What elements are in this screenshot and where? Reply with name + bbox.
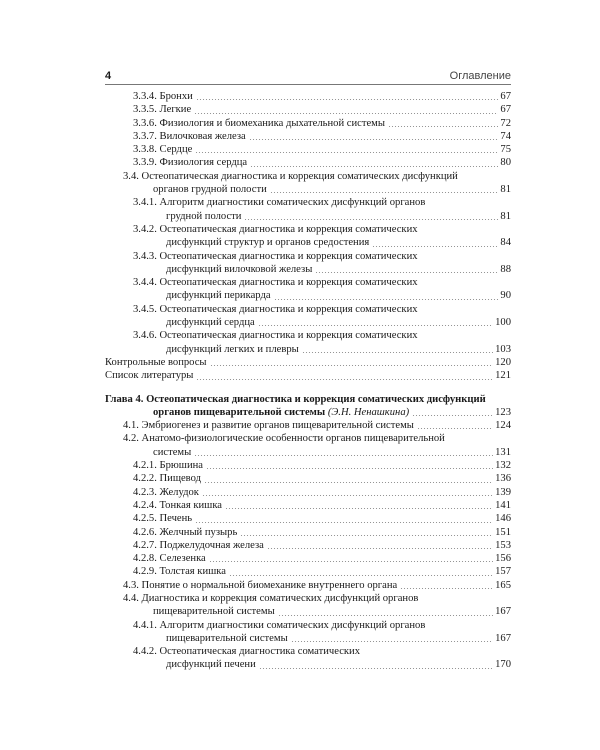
- toc-entry-page: 167: [495, 632, 511, 644]
- dot-leader: [225, 508, 493, 509]
- toc-section-chapter-3: [105, 90, 511, 383]
- dot-leader: [372, 246, 498, 247]
- toc-entry[interactable]: [133, 539, 511, 552]
- toc-entry-number: 4.4.: [123, 592, 139, 604]
- toc-entry-number: 3.4.5.: [133, 303, 157, 315]
- header-rule: [105, 84, 511, 85]
- toc-entry-page: 141: [495, 499, 511, 511]
- dot-leader: [209, 561, 493, 562]
- toc-entry[interactable]: [133, 459, 511, 472]
- dot-leader: [315, 272, 498, 273]
- page-header: [105, 70, 511, 88]
- dot-leader: [274, 299, 499, 300]
- toc-entry-number: 3.4.4.: [133, 277, 157, 289]
- toc-entry-page: 157: [495, 566, 511, 578]
- toc-entry-title-line: Остеопатическая диагностика и коррекция соматических: [159, 250, 418, 262]
- dot-leader: [196, 379, 493, 380]
- toc-entry-page: 67: [500, 104, 511, 116]
- toc-entry-number: 3.3.7.: [133, 130, 157, 142]
- toc-entry-title-line: Остеопатическая диагностика и коррекция соматических дисфункций: [141, 170, 458, 182]
- toc-entry[interactable]: [133, 103, 511, 116]
- toc-entry-page: 81: [500, 184, 511, 196]
- toc-entry-number: 4.4.2.: [133, 646, 157, 658]
- toc-entry-number: 4.2.6.: [133, 526, 157, 538]
- toc-entry-title-line: Алгоритм диагностики соматических дисфункций органов: [159, 197, 426, 209]
- toc-entry[interactable]: [123, 592, 511, 619]
- toc-entry-title: Пищевод: [159, 473, 201, 485]
- toc-entry-title: Поджелудочная железа: [159, 539, 264, 551]
- toc-entry-page: 88: [500, 263, 511, 275]
- dot-leader: [195, 152, 498, 153]
- dot-leader: [195, 522, 493, 523]
- toc-entry[interactable]: [123, 579, 511, 592]
- toc-entry-number: 4.3.: [123, 579, 139, 591]
- toc-entry[interactable]: [133, 303, 511, 330]
- dot-leader: [400, 588, 493, 589]
- chapter-title-line2: органов пищеварительной системы: [153, 406, 326, 418]
- toc-entry[interactable]: [133, 499, 511, 512]
- toc-entry-number: 3.4.2.: [133, 223, 157, 235]
- toc-entry[interactable]: [133, 156, 511, 169]
- dot-leader: [267, 548, 493, 549]
- toc-entry-title: грудной полости: [166, 210, 242, 222]
- toc-entry-title: Сердце: [159, 144, 193, 156]
- toc-entry-page: 67: [500, 91, 511, 102]
- toc-entry-title: Легкие: [159, 104, 192, 116]
- toc-entry-title: дисфункций легких и плевры: [166, 343, 299, 355]
- chapter-page: 123: [495, 406, 511, 418]
- toc-entry-title: органов грудной полости: [153, 184, 267, 196]
- dot-leader: [258, 325, 493, 326]
- toc-entry-title: Физиология сердца: [159, 157, 248, 169]
- toc-entry-title: Селезенка: [159, 553, 206, 565]
- table-of-contents: [105, 90, 511, 672]
- toc-entry-page: 165: [495, 579, 511, 591]
- chapter-author: (Э.Н. Ненашкина): [327, 406, 410, 418]
- toc-entry-page: 151: [495, 526, 511, 538]
- toc-entry-title: дисфункций вилочковой железы: [166, 263, 313, 275]
- toc-entry-title: дисфункций перикарда: [166, 290, 271, 302]
- toc-entry[interactable]: [133, 329, 511, 356]
- toc-entry-page: 124: [495, 420, 511, 432]
- toc-entry-number: 3.4.1.: [133, 197, 157, 209]
- toc-entry-page: 121: [495, 370, 511, 382]
- toc-entry[interactable]: [133, 143, 511, 156]
- toc-entry-title: пищеварительной системы: [153, 606, 275, 618]
- toc-entry[interactable]: [133, 250, 511, 277]
- toc-entry-number: 3.4.6.: [133, 330, 157, 342]
- dot-leader: [412, 415, 493, 416]
- toc-entry[interactable]: [105, 356, 511, 369]
- toc-entry-page: 156: [495, 553, 511, 565]
- toc-entry-title: дисфункций печени: [166, 659, 256, 671]
- toc-entry[interactable]: [133, 90, 511, 103]
- toc-entry-title: пищеварительной системы: [166, 632, 288, 644]
- toc-entry-number: 4.2.3.: [133, 486, 157, 498]
- toc-entry[interactable]: [123, 432, 511, 459]
- toc-entry[interactable]: [133, 645, 511, 672]
- toc-entry-title: Список литературы: [105, 370, 194, 382]
- toc-entry-title: Печень: [159, 513, 193, 525]
- toc-entry-number: 3.3.6.: [133, 117, 157, 129]
- toc-entry[interactable]: [133, 619, 511, 646]
- toc-entry-number: 4.2.: [123, 433, 139, 445]
- dot-leader: [417, 428, 493, 429]
- chapter-label: Глава 4.: [105, 393, 144, 405]
- toc-entry-title: Желчный пузырь: [159, 526, 238, 538]
- dot-leader: [194, 455, 493, 456]
- toc-entry-title: Контрольные вопросы: [105, 356, 207, 368]
- dot-leader: [388, 126, 498, 127]
- toc-entry-number: 3.4.3.: [133, 250, 157, 262]
- toc-entry-number: 3.3.8.: [133, 144, 157, 156]
- toc-entry[interactable]: [133, 472, 511, 485]
- toc-entry-page: 72: [500, 117, 511, 129]
- dot-leader: [210, 365, 494, 366]
- toc-entry-page: 103: [495, 343, 511, 355]
- toc-section-chapter-4: [105, 419, 511, 672]
- toc-entry[interactable]: [133, 512, 511, 525]
- dot-leader: [244, 219, 498, 220]
- toc-entry-title-line: Анатомо-физиологические особенности органов пищеварительной: [141, 433, 445, 445]
- toc-entry-page: 131: [495, 446, 511, 458]
- toc-entry-number: 4.4.1.: [133, 619, 157, 631]
- toc-entry-page: 90: [500, 290, 511, 302]
- toc-entry-title-line: Диагностика и коррекция соматических дисфункций органов: [141, 592, 419, 604]
- toc-entry-page: 170: [495, 659, 511, 671]
- toc-entry-title-line: Остеопатическая диагностика и коррекция соматических: [159, 277, 418, 289]
- dot-leader: [250, 166, 498, 167]
- toc-entry-page: 139: [495, 486, 511, 498]
- toc-entry[interactable]: [133, 565, 511, 578]
- toc-entry-number: 3.3.9.: [133, 157, 157, 169]
- toc-entry-title-line: Остеопатическая диагностика соматических: [159, 646, 361, 658]
- toc-entry[interactable]: [133, 196, 511, 223]
- toc-entry-page: 100: [495, 317, 511, 329]
- toc-entry-number: 4.2.2.: [133, 473, 157, 485]
- toc-entry-page: 75: [500, 144, 511, 156]
- toc-entry-title: Понятие о нормальной биомеханике внутреннего органа: [141, 579, 398, 591]
- toc-entry-title: системы: [153, 446, 192, 458]
- toc-entry[interactable]: [133, 223, 511, 250]
- toc-chapter-4[interactable]: [105, 393, 511, 420]
- dot-leader: [249, 139, 499, 140]
- toc-entry[interactable]: [133, 486, 511, 499]
- toc-entry[interactable]: [123, 419, 511, 432]
- toc-entry-title: Бронхи: [159, 91, 193, 102]
- toc-entry-title: Тонкая кишка: [159, 499, 223, 511]
- page-number: 4: [105, 70, 112, 82]
- dot-leader: [270, 192, 499, 193]
- toc-entry-title: Толстая кишка: [159, 566, 226, 578]
- toc-entry-title-line: Алгоритм диагностики соматических дисфункций органов: [159, 619, 426, 631]
- dot-leader: [206, 468, 493, 469]
- toc-entry-page: 146: [495, 513, 511, 525]
- toc-entry[interactable]: [133, 130, 511, 143]
- toc-entry-page: 132: [495, 460, 511, 472]
- toc-entry-title: Эмбриогенез и развитие органов пищеварительной системы: [141, 420, 414, 432]
- toc-entry[interactable]: [123, 170, 511, 197]
- toc-entry-page: 153: [495, 539, 511, 551]
- dot-leader: [302, 352, 493, 353]
- toc-entry-title: дисфункций структур и органов средостения: [166, 237, 370, 249]
- toc-entry-page: 167: [495, 606, 511, 618]
- toc-entry-title-line: Остеопатическая диагностика и коррекция соматических: [159, 330, 418, 342]
- dot-leader: [194, 113, 498, 114]
- toc-entry-title: Желудок: [159, 486, 199, 498]
- toc-entry-number: 4.2.5.: [133, 513, 157, 525]
- toc-entry-number: 3.3.5.: [133, 104, 157, 116]
- dot-leader: [202, 495, 493, 496]
- toc-entry-number: 4.1.: [123, 420, 139, 432]
- toc-entry-title: Физиология и биомеханика дыхательной системы: [159, 117, 385, 129]
- toc-entry-title: дисфункций сердца: [166, 317, 255, 329]
- dot-leader: [278, 615, 493, 616]
- toc-entry-title-line: Остеопатическая диагностика и коррекция соматических: [159, 303, 418, 315]
- dot-leader: [259, 668, 493, 669]
- dot-leader: [204, 482, 493, 483]
- toc-entry-number: 4.2.4.: [133, 499, 157, 511]
- toc-entry-page: 120: [495, 356, 511, 368]
- dot-leader: [291, 641, 493, 642]
- dot-leader: [240, 535, 493, 536]
- toc-entry[interactable]: [133, 526, 511, 539]
- dot-leader: [196, 99, 499, 100]
- toc-entry-page: 136: [495, 473, 511, 485]
- toc-entry-number: 4.2.1.: [133, 460, 157, 472]
- toc-entry-number: 4.2.9.: [133, 566, 157, 578]
- toc-entry-number: 3.3.4.: [133, 91, 157, 102]
- toc-entry-page: 80: [500, 157, 511, 169]
- dot-leader: [229, 575, 493, 576]
- toc-entry-title: Вилочковая железа: [159, 130, 246, 142]
- toc-entry-page: 81: [500, 210, 511, 222]
- toc-entry-number: 4.2.8.: [133, 553, 157, 565]
- toc-entry[interactable]: [133, 552, 511, 565]
- toc-entry[interactable]: [133, 117, 511, 130]
- running-title: Оглавление: [449, 70, 511, 82]
- toc-entry-number: 3.4.: [123, 170, 139, 182]
- toc-entry-title: Брюшина: [159, 460, 203, 472]
- toc-entry-page: 84: [500, 237, 511, 249]
- toc-entry[interactable]: [105, 369, 511, 382]
- chapter-title-line1: Остеопатическая диагностика и коррекция соматических дисфункций: [146, 393, 486, 405]
- toc-entry-number: 4.2.7.: [133, 539, 157, 551]
- toc-entry-page: 74: [500, 130, 511, 142]
- toc-entry-title-line: Остеопатическая диагностика и коррекция соматических: [159, 223, 418, 235]
- toc-entry[interactable]: [133, 276, 511, 303]
